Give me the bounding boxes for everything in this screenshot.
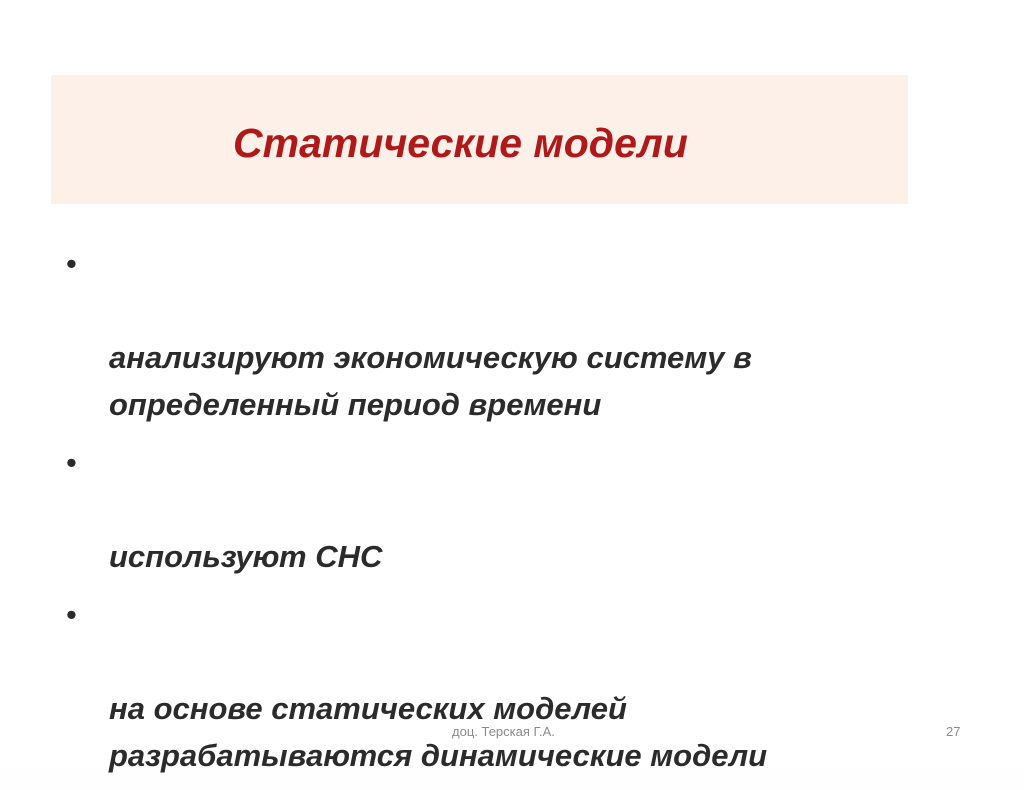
bullet-text: анализируют экономическую систему в определенный период времени [109, 340, 752, 422]
bullet-dot-icon: • [66, 445, 77, 480]
bullet-item [66, 591, 946, 779]
page-number: 27 [946, 724, 961, 739]
bullet-list [66, 240, 946, 790]
bullet-text: на основе статических моделей разрабатываются динамические модели [109, 691, 768, 773]
bullet-text: используют СНС [109, 539, 383, 574]
bullet-item [66, 240, 946, 428]
footer-author: доц. Терская Г.А. [452, 724, 555, 739]
bullet-dot-icon: • [66, 597, 77, 632]
bullet-item [66, 439, 946, 580]
slide-title: Статические модели [233, 120, 688, 166]
bullet-dot-icon: • [66, 246, 77, 281]
